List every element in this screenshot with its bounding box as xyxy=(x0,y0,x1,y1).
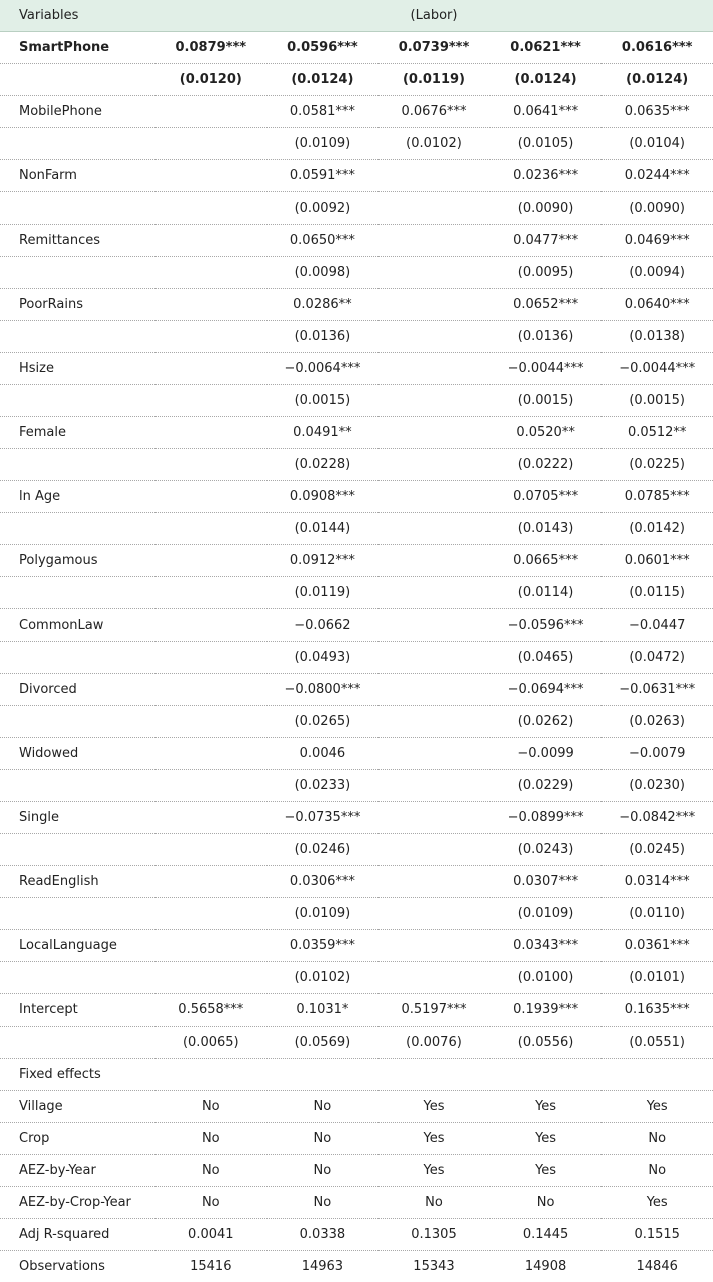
table-cell: No xyxy=(267,1186,379,1218)
table-cell: Yes xyxy=(601,1090,713,1122)
table-row xyxy=(0,641,713,673)
table-cell: −0.0064*** xyxy=(267,352,379,384)
table-cell: (0.0230) xyxy=(601,769,713,801)
row-label: PoorRains xyxy=(0,288,155,320)
table-cell: (0.0225) xyxy=(601,449,713,481)
table-cell xyxy=(378,673,490,705)
table-cell xyxy=(378,898,490,930)
row-label: ln Age xyxy=(0,481,155,513)
table-cell: 0.0591*** xyxy=(267,160,379,192)
table-row xyxy=(0,513,713,545)
row-label: Single xyxy=(0,801,155,833)
row-label xyxy=(0,513,155,545)
table-cell: 0.0739*** xyxy=(378,32,490,64)
table-cell xyxy=(155,962,267,994)
row-label xyxy=(0,834,155,866)
variables-header: Variables xyxy=(0,0,155,32)
table-cell: −0.0800*** xyxy=(267,673,379,705)
table-row xyxy=(0,1251,713,1282)
table-cell: No xyxy=(267,1122,379,1154)
table-cell: 14963 xyxy=(301,1259,344,1275)
table-cell: (0.0119) xyxy=(267,577,379,609)
table-cell xyxy=(267,1058,379,1090)
table-cell xyxy=(378,192,490,224)
table-row xyxy=(0,224,713,256)
row-label: MobilePhone xyxy=(0,96,155,128)
row-label xyxy=(0,384,155,416)
table-cell: 0.0581*** xyxy=(267,96,379,128)
table-cell: 0.1031* xyxy=(267,994,379,1026)
table-cell: −0.0899*** xyxy=(490,801,602,833)
row-label: Adj R-squared xyxy=(0,1218,155,1250)
table-cell xyxy=(155,577,267,609)
table-cell: No xyxy=(601,1122,713,1154)
table-cell: (0.0229) xyxy=(490,769,602,801)
table-cell: 0.1635*** xyxy=(601,994,713,1026)
table-cell: Yes xyxy=(378,1122,490,1154)
table-cell xyxy=(155,866,267,898)
table-cell: 14846 xyxy=(636,1259,678,1275)
table-cell: −0.0079 xyxy=(601,737,713,769)
table-cell: (0.0102) xyxy=(378,128,490,160)
table-cell: No xyxy=(155,1090,267,1122)
table-cell xyxy=(378,449,490,481)
table-cell: (0.0119) xyxy=(378,64,490,96)
table-cell: No xyxy=(267,1154,379,1186)
table-row xyxy=(0,1090,713,1122)
table-cell: 0.0314*** xyxy=(601,866,713,898)
table-cell: No xyxy=(155,1154,267,1186)
table-cell: (0.0228) xyxy=(267,449,379,481)
table-cell: (0.0262) xyxy=(490,705,602,737)
row-label xyxy=(0,128,155,160)
table-cell: 0.5197*** xyxy=(378,994,490,1026)
table-cell: 0.1939*** xyxy=(490,994,602,1026)
table-cell: 0.0641*** xyxy=(490,96,602,128)
row-label: Village xyxy=(0,1090,155,1122)
table-cell: (0.0233) xyxy=(267,769,379,801)
table-row xyxy=(0,1058,713,1090)
table-cell: (0.0090) xyxy=(490,192,602,224)
table-cell xyxy=(155,673,267,705)
row-label: LocalLanguage xyxy=(0,930,155,962)
table-cell xyxy=(155,609,267,641)
row-label: Fixed effects xyxy=(0,1058,155,1090)
table-row xyxy=(0,352,713,384)
table-row xyxy=(0,192,713,224)
table-cell: −0.0044*** xyxy=(490,352,602,384)
table-cell: (0.0143) xyxy=(490,513,602,545)
table-cell xyxy=(155,160,267,192)
table-row xyxy=(0,801,713,833)
table-row xyxy=(0,1186,713,1218)
table-cell: (0.0015) xyxy=(490,384,602,416)
table-cell xyxy=(155,224,267,256)
table-cell: No xyxy=(601,1154,713,1186)
table-cell: (0.0551) xyxy=(601,1026,713,1058)
table-cell xyxy=(155,769,267,801)
table-cell: 0.0469*** xyxy=(601,224,713,256)
table-cell: 0.1305 xyxy=(378,1218,490,1250)
table-cell: (0.0092) xyxy=(267,192,379,224)
table-row xyxy=(0,673,713,705)
table-cell: (0.0556) xyxy=(490,1026,602,1058)
table-cell: (0.0015) xyxy=(267,384,379,416)
table-cell: 0.0477*** xyxy=(490,224,602,256)
table-cell: (0.0136) xyxy=(267,320,379,352)
table-cell: 0.0652*** xyxy=(490,288,602,320)
row-label xyxy=(0,449,155,481)
table-cell: (0.0101) xyxy=(601,962,713,994)
row-label: NonFarm xyxy=(0,160,155,192)
table-cell xyxy=(155,192,267,224)
table-cell xyxy=(155,705,267,737)
table-cell xyxy=(378,834,490,866)
table-cell: −0.0631*** xyxy=(601,673,713,705)
table-row xyxy=(0,737,713,769)
table-row xyxy=(0,769,713,801)
table-cell xyxy=(155,449,267,481)
table-cell: −0.0842*** xyxy=(601,801,713,833)
table-cell xyxy=(378,256,490,288)
table-cell: 0.0596*** xyxy=(267,32,379,64)
table-cell: (0.0472) xyxy=(601,641,713,673)
table-cell: (0.0104) xyxy=(601,128,713,160)
row-label: Female xyxy=(0,417,155,449)
table-cell: 0.0491** xyxy=(267,417,379,449)
table-header-row xyxy=(0,0,713,32)
table-cell: 0.0635*** xyxy=(601,96,713,128)
table-cell: (0.0144) xyxy=(267,513,379,545)
table-cell: (0.0065) xyxy=(155,1026,267,1058)
table-cell: −0.0694*** xyxy=(490,673,602,705)
table-row xyxy=(0,930,713,962)
table-cell xyxy=(378,769,490,801)
table-row xyxy=(0,256,713,288)
table-cell: (0.0109) xyxy=(267,128,379,160)
row-label xyxy=(0,705,155,737)
table-cell xyxy=(378,160,490,192)
row-label xyxy=(0,256,155,288)
table-row xyxy=(0,545,713,577)
table-cell: −0.0044*** xyxy=(601,352,713,384)
table-cell: (0.0015) xyxy=(601,384,713,416)
table-cell: 0.0676*** xyxy=(378,96,490,128)
table-cell: No xyxy=(378,1186,490,1218)
table-cell: Yes xyxy=(378,1154,490,1186)
table-cell xyxy=(155,128,267,160)
table-cell: 0.0307*** xyxy=(490,866,602,898)
table-cell: 0.0520** xyxy=(490,417,602,449)
table-cell: 0.5658*** xyxy=(155,994,267,1026)
table-cell xyxy=(378,737,490,769)
table-cell xyxy=(378,609,490,641)
table-cell xyxy=(155,641,267,673)
table-cell xyxy=(155,256,267,288)
table-cell: (0.0124) xyxy=(267,64,379,96)
table-cell: 0.1515 xyxy=(601,1218,713,1250)
table-row xyxy=(0,1026,713,1058)
table-cell: 0.0512** xyxy=(601,417,713,449)
row-label xyxy=(0,64,155,96)
table-row xyxy=(0,577,713,609)
row-label: Polygamous xyxy=(0,545,155,577)
table-cell xyxy=(378,866,490,898)
table-cell: −0.0596*** xyxy=(490,609,602,641)
table-cell: (0.0263) xyxy=(601,705,713,737)
table-cell: 0.0046 xyxy=(267,737,379,769)
row-label xyxy=(0,320,155,352)
table-row xyxy=(0,1122,713,1154)
table-cell: No xyxy=(155,1186,267,1218)
row-label: Hsize xyxy=(0,352,155,384)
table-cell: No xyxy=(267,1090,379,1122)
table-cell: (0.0222) xyxy=(490,449,602,481)
table-cell xyxy=(155,545,267,577)
table-cell: −0.0447 xyxy=(601,609,713,641)
table-cell: (0.0124) xyxy=(490,64,602,96)
table-cell: 0.1445 xyxy=(490,1218,602,1250)
table-cell xyxy=(155,513,267,545)
table-cell xyxy=(378,384,490,416)
table-row xyxy=(0,962,713,994)
row-label xyxy=(0,962,155,994)
table-cell: 15416 xyxy=(190,1259,232,1275)
table-row xyxy=(0,160,713,192)
table-cell: (0.0120) xyxy=(155,64,267,96)
table-cell: 0.0650*** xyxy=(267,224,379,256)
table-cell: (0.0095) xyxy=(490,256,602,288)
table-cell xyxy=(378,1058,490,1090)
table-cell: (0.0109) xyxy=(267,898,379,930)
table-cell xyxy=(378,641,490,673)
row-label: Observations xyxy=(19,1259,105,1275)
table-cell xyxy=(490,1058,602,1090)
table-cell: (0.0465) xyxy=(490,641,602,673)
table-row xyxy=(0,1154,713,1186)
row-label: Widowed xyxy=(0,737,155,769)
row-label xyxy=(0,192,155,224)
table-cell: (0.0098) xyxy=(267,256,379,288)
table-cell xyxy=(155,801,267,833)
table-row xyxy=(0,898,713,930)
table-cell: 0.0616*** xyxy=(601,32,713,64)
table-cell: 0.0338 xyxy=(267,1218,379,1250)
table-cell xyxy=(155,481,267,513)
row-label xyxy=(0,769,155,801)
table-cell: No xyxy=(490,1186,602,1218)
table-cell xyxy=(378,288,490,320)
row-label xyxy=(0,577,155,609)
table-row xyxy=(0,705,713,737)
table-cell: (0.0138) xyxy=(601,320,713,352)
table-row xyxy=(0,320,713,352)
row-label: Crop xyxy=(0,1122,155,1154)
table-cell xyxy=(155,898,267,930)
table-cell xyxy=(378,801,490,833)
table-row xyxy=(0,1218,713,1250)
table-cell: −0.0662 xyxy=(267,609,379,641)
table-cell: (0.0142) xyxy=(601,513,713,545)
table-cell: (0.0569) xyxy=(267,1026,379,1058)
table-cell xyxy=(155,1058,267,1090)
table-cell: 15343 xyxy=(413,1259,455,1275)
table-cell: Yes xyxy=(601,1186,713,1218)
table-row xyxy=(0,994,713,1026)
table-row xyxy=(0,834,713,866)
row-label: CommonLaw xyxy=(0,609,155,641)
table-cell: (0.0115) xyxy=(601,577,713,609)
table-cell xyxy=(155,834,267,866)
table-cell: (0.0090) xyxy=(601,192,713,224)
table-body xyxy=(0,32,713,1282)
table-cell xyxy=(155,288,267,320)
row-label: AEZ-by-Year xyxy=(0,1154,155,1186)
table-row xyxy=(0,96,713,128)
table-cell xyxy=(155,930,267,962)
table-row xyxy=(0,128,713,160)
table-row xyxy=(0,866,713,898)
table-cell xyxy=(155,96,267,128)
table-cell: (0.0493) xyxy=(267,641,379,673)
row-label: Divorced xyxy=(0,673,155,705)
table-cell xyxy=(378,930,490,962)
table-cell: (0.0265) xyxy=(267,705,379,737)
table-row xyxy=(0,481,713,513)
table-cell: −0.0735*** xyxy=(267,801,379,833)
table-cell: 0.0912*** xyxy=(267,545,379,577)
row-label: ReadEnglish xyxy=(0,866,155,898)
table-cell: (0.0136) xyxy=(490,320,602,352)
table-row xyxy=(0,384,713,416)
table-row xyxy=(0,609,713,641)
table-cell: (0.0094) xyxy=(601,256,713,288)
table-row xyxy=(0,288,713,320)
table-cell xyxy=(378,962,490,994)
table-cell: −0.0099 xyxy=(490,737,602,769)
table-cell: 0.0343*** xyxy=(490,930,602,962)
table-cell xyxy=(155,320,267,352)
table-cell: Yes xyxy=(490,1154,602,1186)
table-cell: 14908 xyxy=(524,1259,567,1275)
table-row xyxy=(0,449,713,481)
table-cell: 0.0705*** xyxy=(490,481,602,513)
table-cell: 0.0908*** xyxy=(267,481,379,513)
table-cell: 0.0286** xyxy=(267,288,379,320)
table-cell: Yes xyxy=(490,1090,602,1122)
row-label: AEZ-by-Crop-Year xyxy=(0,1186,155,1218)
table-cell: (0.0100) xyxy=(490,962,602,994)
row-label: Remittances xyxy=(0,224,155,256)
table-cell xyxy=(601,1058,713,1090)
dependent-variable-header: (Labor) xyxy=(155,0,713,32)
table-cell: 0.0244*** xyxy=(601,160,713,192)
table-cell xyxy=(378,224,490,256)
table-cell xyxy=(378,577,490,609)
table-cell xyxy=(378,417,490,449)
table-cell: 0.0665*** xyxy=(490,545,602,577)
table-cell: 0.0621*** xyxy=(490,32,602,64)
table-cell: (0.0246) xyxy=(267,834,379,866)
table-cell: 0.0785*** xyxy=(601,481,713,513)
table-cell: 0.0041 xyxy=(155,1218,267,1250)
row-label: SmartPhone xyxy=(0,32,155,64)
table-cell: 0.0306*** xyxy=(267,866,379,898)
row-label xyxy=(0,898,155,930)
table-cell: 0.0879*** xyxy=(155,32,267,64)
table-cell: 0.0361*** xyxy=(601,930,713,962)
table-cell: (0.0109) xyxy=(490,898,602,930)
table-cell: No xyxy=(155,1122,267,1154)
table-row xyxy=(0,417,713,449)
row-label: Intercept xyxy=(0,994,155,1026)
table-cell: (0.0124) xyxy=(601,64,713,96)
table-cell xyxy=(378,352,490,384)
table-cell: 0.0236*** xyxy=(490,160,602,192)
table-row xyxy=(0,64,713,96)
table-cell xyxy=(378,320,490,352)
table-cell xyxy=(155,352,267,384)
table-cell xyxy=(155,384,267,416)
table-cell xyxy=(155,737,267,769)
table-cell: (0.0110) xyxy=(601,898,713,930)
table-cell: (0.0102) xyxy=(267,962,379,994)
table-cell: Yes xyxy=(490,1122,602,1154)
table-cell xyxy=(378,513,490,545)
table-cell xyxy=(378,545,490,577)
table-cell xyxy=(155,417,267,449)
table-cell: Yes xyxy=(378,1090,490,1122)
row-label xyxy=(0,641,155,673)
table-cell xyxy=(378,705,490,737)
table-cell: 0.0640*** xyxy=(601,288,713,320)
table-cell: (0.0245) xyxy=(601,834,713,866)
table-cell xyxy=(378,481,490,513)
table-cell: (0.0105) xyxy=(490,128,602,160)
table-cell: (0.0114) xyxy=(490,577,602,609)
table-cell: (0.0243) xyxy=(490,834,602,866)
row-label xyxy=(0,1026,155,1058)
table-cell: 0.0359*** xyxy=(267,930,379,962)
table-cell: (0.0076) xyxy=(378,1026,490,1058)
table-row xyxy=(0,32,713,64)
table-cell: 0.0601*** xyxy=(601,545,713,577)
